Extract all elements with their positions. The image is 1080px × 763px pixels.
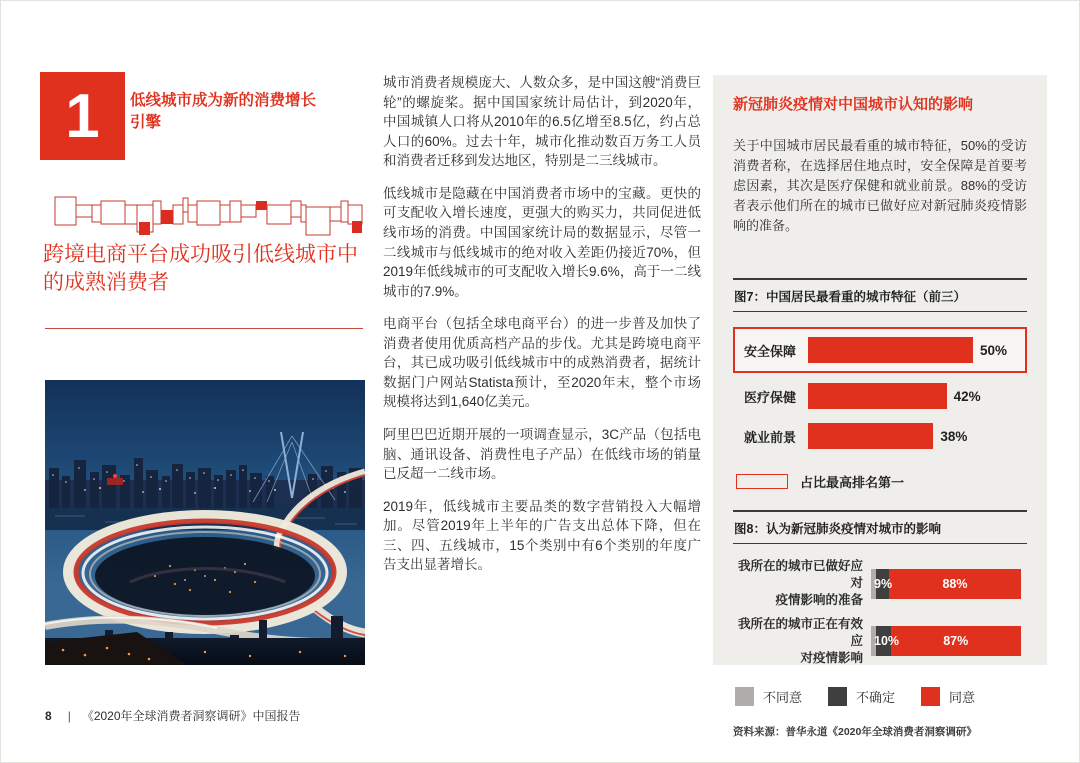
section-title: [130, 90, 365, 135]
panel-title: 新冠肺炎疫情对中国城市认知的影响: [733, 96, 974, 113]
fig8-agree-segment: [889, 569, 1021, 599]
section-subtitle: [43, 241, 367, 296]
fig8-bar-label: [733, 616, 863, 667]
page-number: 8: [45, 708, 52, 723]
disagree-swatch-icon: [735, 687, 754, 706]
fig8-legend-item: [921, 687, 975, 706]
fig8-caption: 图8：认为新冠肺炎疫情对城市的影响: [733, 510, 1027, 544]
article-paragraph: 城市消费者规模庞大、人数众多，是中国这艘“消费巨轮”的螺旋桨。据中国国家统计局估计，到2020年，中国城镇人口将从2010年的6.5亿增至8.5亿，约占总人口的60%。过去十年，城市化推动数百万务工人员和消费者迁移到发达地区，特别是二三线城市。: [383, 75, 701, 169]
fig7-bar-label: 安全保障: [744, 343, 797, 359]
fig8-stacked-bar: [871, 626, 1021, 656]
fig8-agree-value: 88%: [942, 576, 968, 591]
fig7-row: [744, 336, 1016, 364]
page-footer: [45, 707, 301, 724]
fig8-agree-segment: [891, 626, 1022, 656]
fig8-legend-item: [735, 687, 802, 706]
fig7-top-rank-highlight-box: [733, 327, 1027, 373]
fig8-legend-label: 不同意: [763, 690, 803, 706]
fig7-bar-label: 就业前景: [744, 429, 797, 445]
section-title-line1: 低线城市成为新的消费增长: [130, 92, 317, 109]
fig7-caption: 图7：中国居民最看重的城市特征（前三）: [733, 278, 1027, 312]
fig8-unsure-value: 9%: [874, 576, 893, 591]
city-blocks-pattern: [43, 192, 365, 238]
fig7-bar: [808, 337, 973, 363]
fig8-legend-label: 同意: [949, 690, 976, 706]
fig8-chart: [733, 558, 1027, 666]
fig7-row: [744, 419, 1027, 453]
fig8-unsure-value: 10%: [874, 634, 900, 649]
fig8-legend-label: 不确定: [856, 690, 896, 706]
fig8-label-line: 我所在的城市已做好应对: [737, 559, 863, 591]
report-title: 《2020年全球消费者洞察调研》中国报告: [81, 709, 301, 723]
footer-divider: |: [67, 708, 71, 723]
fig8-row: [733, 558, 1027, 609]
fig8-label-line: 疫情影响的准备: [775, 592, 863, 607]
unsure-swatch-icon: [828, 687, 847, 706]
fig7-legend-label: 占比最高排名第一: [800, 475, 905, 491]
fig8-label-line: 我所在的城市正在有效应: [737, 616, 863, 648]
agree-swatch-icon: [921, 687, 940, 706]
panel-intro: 关于中国城市居民最看重的城市特征，50%的受访消费者称，在选择居住地点时，安全保障是首要考虑因素，其次是医疗保健和就业前景。88%的受访者表示他们所在的城市已做好应对新冠肺炎疫情影响的准备。: [733, 137, 1027, 234]
fig8-bar-label: [733, 558, 863, 609]
fig7-bar: [808, 423, 933, 449]
red-divider: [45, 328, 363, 329]
section-title-line2: 引擎: [130, 114, 162, 132]
fig7-bar-value: 38%: [940, 428, 968, 444]
fig8-legend: [735, 687, 1027, 706]
fig8-agree-value: 87%: [943, 634, 969, 649]
section-subtitle-line2: 的成熟消费者: [43, 270, 169, 294]
article-paragraph: 阿里巴巴近期开展的一项调查显示，3C产品（包括电脑、通讯设备、消费性电子产品）在低线市场的销量已反超一二线市场。: [383, 427, 701, 482]
section-subtitle-line1: 跨境电商平台成功吸引低线城市中: [43, 243, 358, 266]
fig7-legend: [736, 472, 1027, 491]
fig7-bar: [808, 383, 947, 409]
section-number-badge: [40, 72, 125, 160]
fig7-bar-value: 42%: [953, 388, 981, 404]
article-paragraph: 低线城市是隐藏在中国消费者市场中的宝藏。更快的可支配收入增长速度，更强大的购买力，共同促进低线市场的消费。中国国家统计局的数据显示，尽管一二线城市与低线城市的绝对收入差距仍接近70%，但2019年低线城市的可支配收入增长9.6%，高于一二线城市的7.9%。: [383, 185, 701, 299]
section-number: 1: [65, 81, 100, 151]
fig7-row: [744, 379, 1027, 413]
fig7-bar-value: 50%: [980, 342, 1008, 358]
red-outline-swatch-icon: [736, 474, 788, 489]
fig8-label-line: 对疫情影响: [800, 650, 863, 665]
fig8-legend-item: [828, 687, 895, 706]
fig7-bar-label: 医疗保健: [744, 389, 797, 405]
nanpu-bridge-night-photo: [45, 380, 365, 665]
fig8-stacked-bar: [871, 569, 1021, 599]
article-paragraph: 电商平台（包括全球电商平台）的进一步普及加快了消费者使用优质高档产品的步伐。尤其是跨境电商平台，其已成功吸引低线城市中的成熟消费者，据统计数据门户网站Statista预计，至2020年末，整个市场规模将达到1,640亿美元。: [383, 316, 701, 410]
fig7-chart: [733, 327, 1027, 453]
covid-impact-panel: [713, 75, 1047, 739]
data-source-note: 资料来源：普华永道《2020年全球消费者洞察调研》: [733, 726, 977, 739]
fig8-row: [733, 616, 1027, 667]
article-body: [383, 73, 701, 588]
article-paragraph: 2019年，低线城市主要品类的数字营销投入大幅增加。尽管2019年上半年的广告支出总体下降，但在三、四、五线城市，15个类别中有6个类别的年度广告支出显著增长。: [383, 498, 701, 573]
